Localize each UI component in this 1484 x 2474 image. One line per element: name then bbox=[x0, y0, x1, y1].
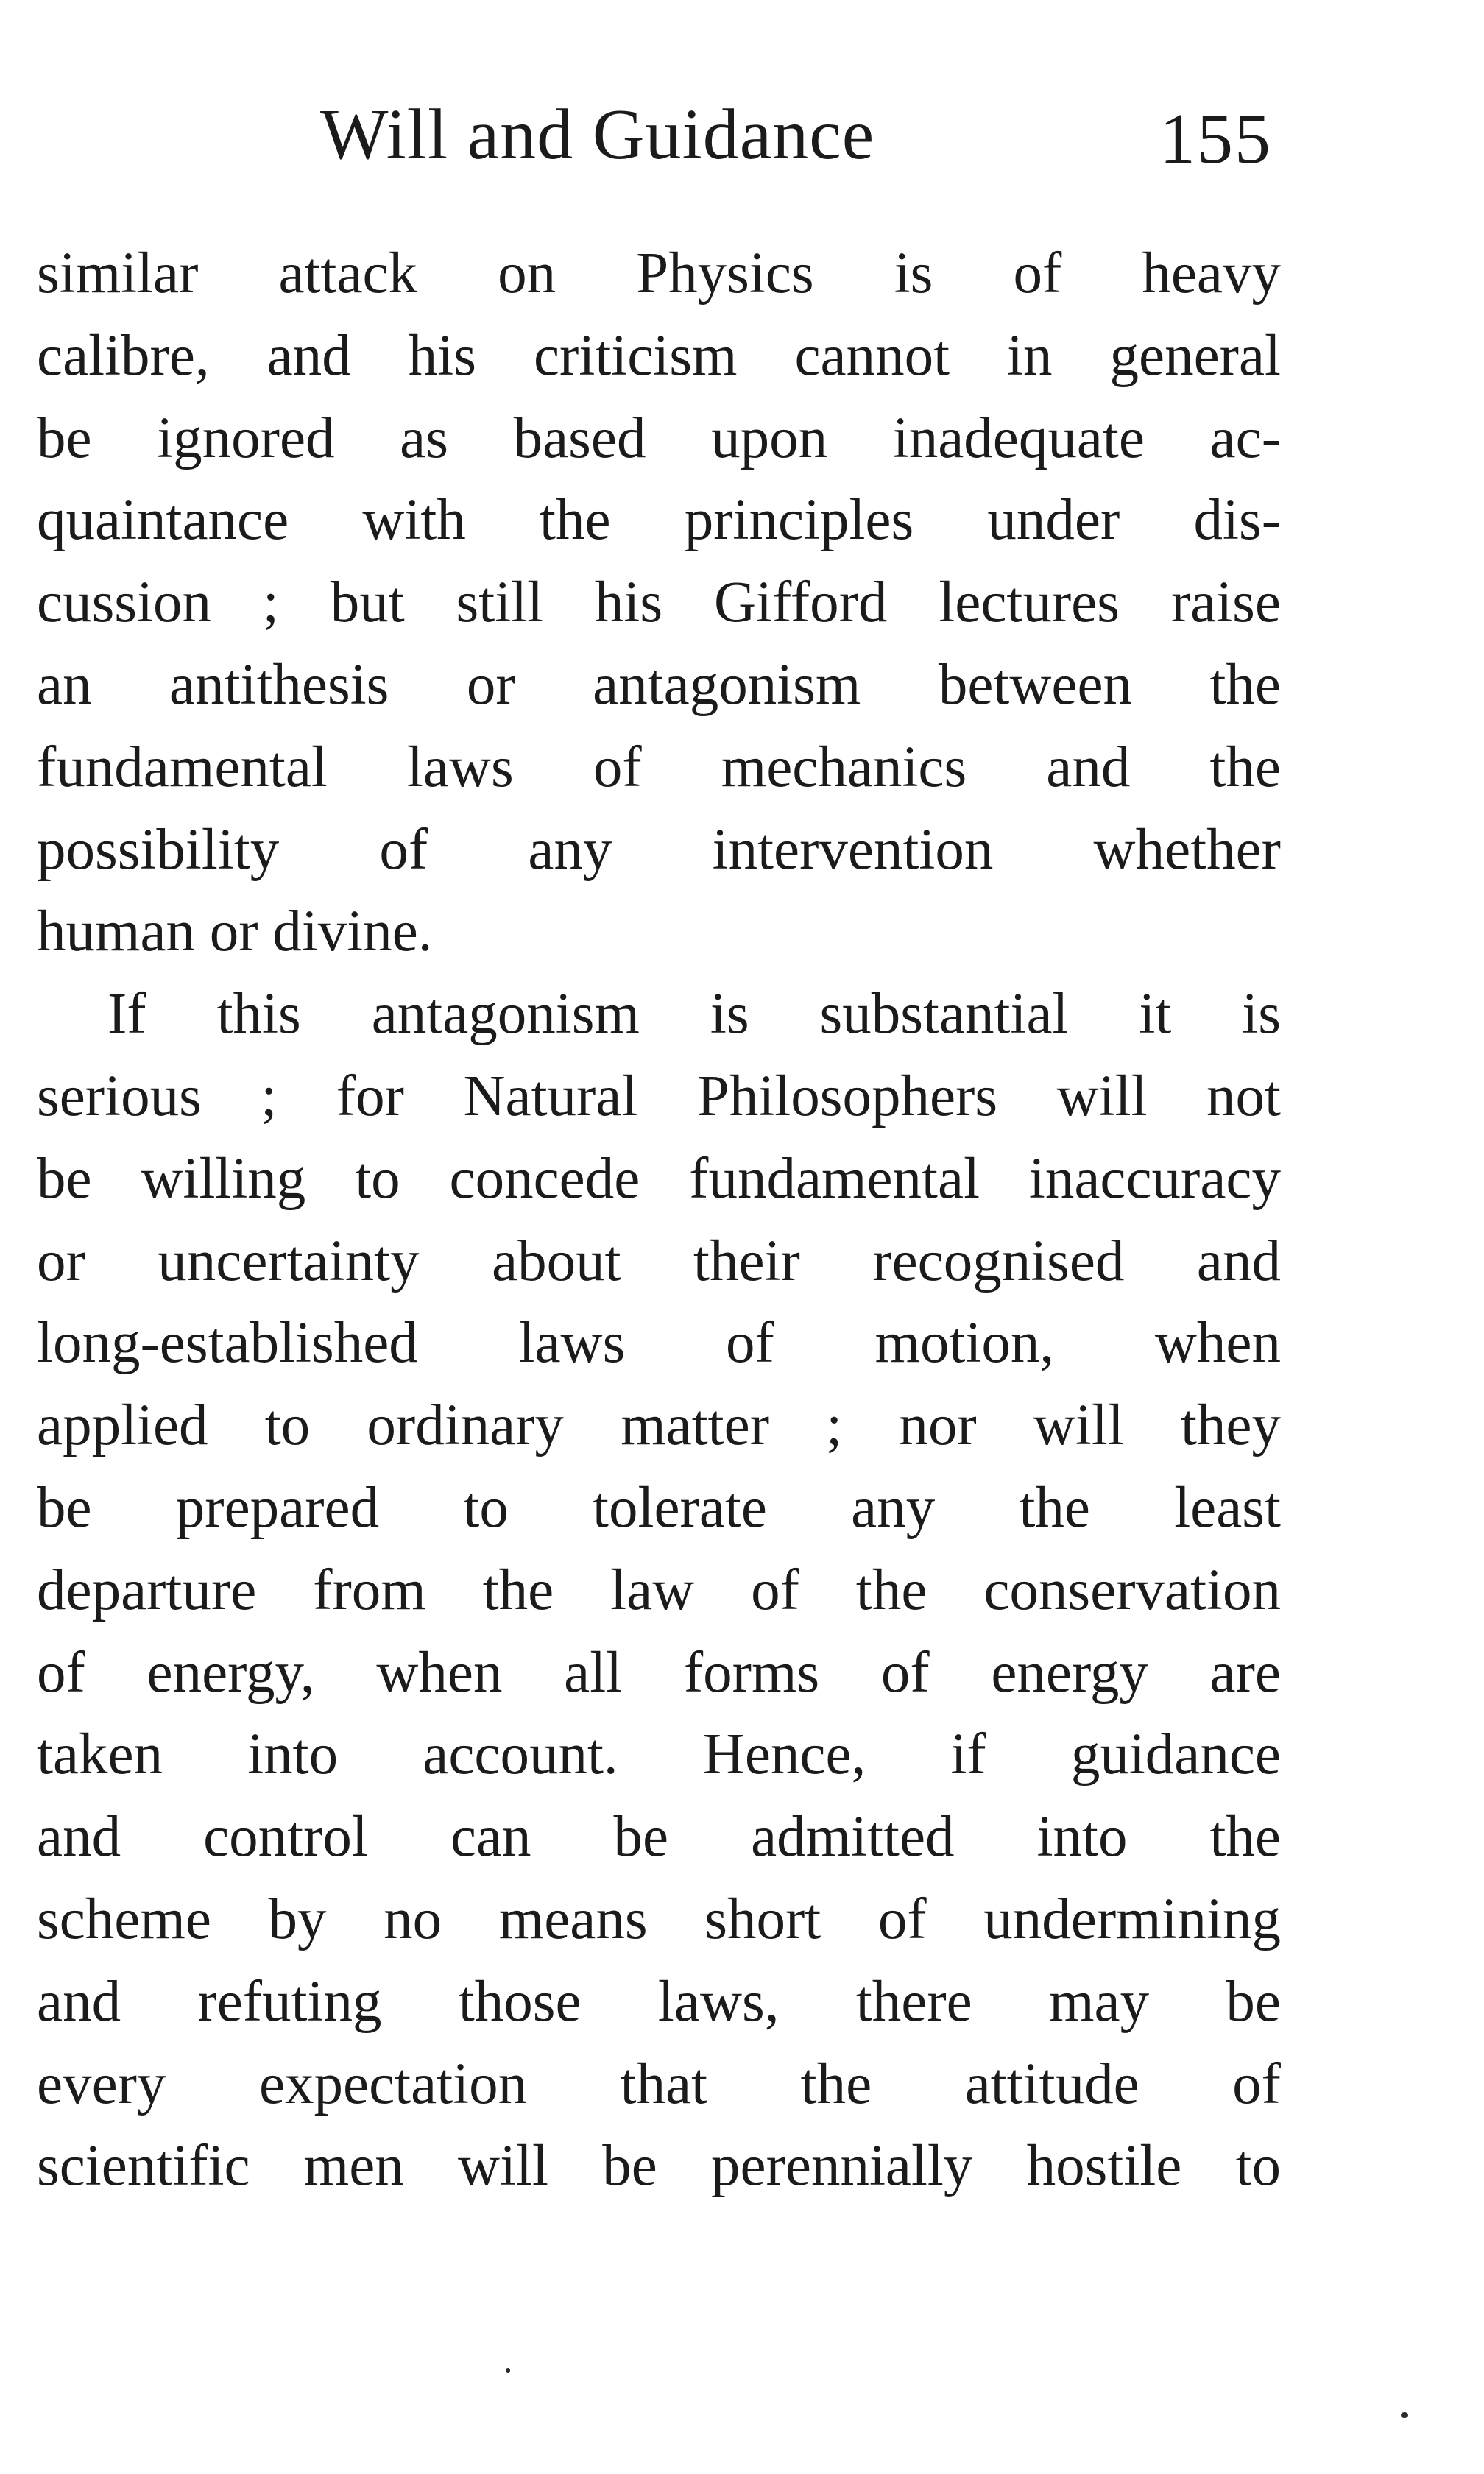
ink-speck bbox=[1401, 2412, 1408, 2418]
paragraph bbox=[37, 973, 1281, 2208]
text-line: departure from the law of the conservation bbox=[37, 1558, 1281, 1622]
text-line: every expectation that the attitude of bbox=[37, 2051, 1281, 2116]
text-line: and control can be admitted into the bbox=[37, 1805, 1281, 1870]
text-line: cussion ; but still his Gifford lectures raise bbox=[37, 570, 1281, 635]
text-line: similar attack on Physics is of heavy bbox=[37, 241, 1281, 305]
text-line: be prepared to tolerate any the least bbox=[37, 1475, 1281, 1540]
page bbox=[37, 0, 1281, 2474]
ink-speck bbox=[506, 2368, 510, 2373]
text-line: scheme by no means short of undermining bbox=[37, 1887, 1281, 1951]
text-line: quaintance with the principles under dis- bbox=[37, 488, 1281, 553]
text-line: taken into account. Hence, if guidance bbox=[37, 1722, 1281, 1787]
text-line: calibre, and his criticism cannot in general bbox=[37, 323, 1281, 388]
running-title: Will and Guidance bbox=[320, 95, 875, 174]
text-line: possibility of any intervention whether bbox=[37, 817, 1281, 882]
text-line: an antithesis or antagonism between the bbox=[37, 652, 1281, 717]
text-line: and refuting those laws, there may be bbox=[37, 1969, 1281, 2034]
text-line: or uncertainty about their recognised and bbox=[37, 1229, 1281, 1293]
running-head bbox=[37, 94, 1281, 179]
text-line: scientific men will be perennially hostile to bbox=[37, 2134, 1281, 2199]
text-line: be willing to concede fundamental inaccuracy bbox=[37, 1146, 1281, 1211]
text-line: If this antagonism is substantial it is bbox=[107, 982, 1281, 1047]
text-line: be ignored as based upon inadequate ac- bbox=[37, 406, 1281, 470]
text-line: fundamental laws of mechanics and the bbox=[37, 735, 1281, 799]
paragraph bbox=[37, 233, 1281, 973]
text-line: human or divine. bbox=[37, 900, 433, 964]
body-text bbox=[37, 233, 1281, 2208]
page-number: 155 bbox=[1159, 99, 1272, 179]
text-line: long-established laws of motion, when bbox=[37, 1311, 1281, 1376]
text-line: serious ; for Natural Philosophers will not bbox=[37, 1064, 1281, 1128]
text-line: applied to ordinary matter ; nor will they bbox=[37, 1393, 1281, 1458]
text-line: of energy, when all forms of energy are bbox=[37, 1640, 1281, 1705]
